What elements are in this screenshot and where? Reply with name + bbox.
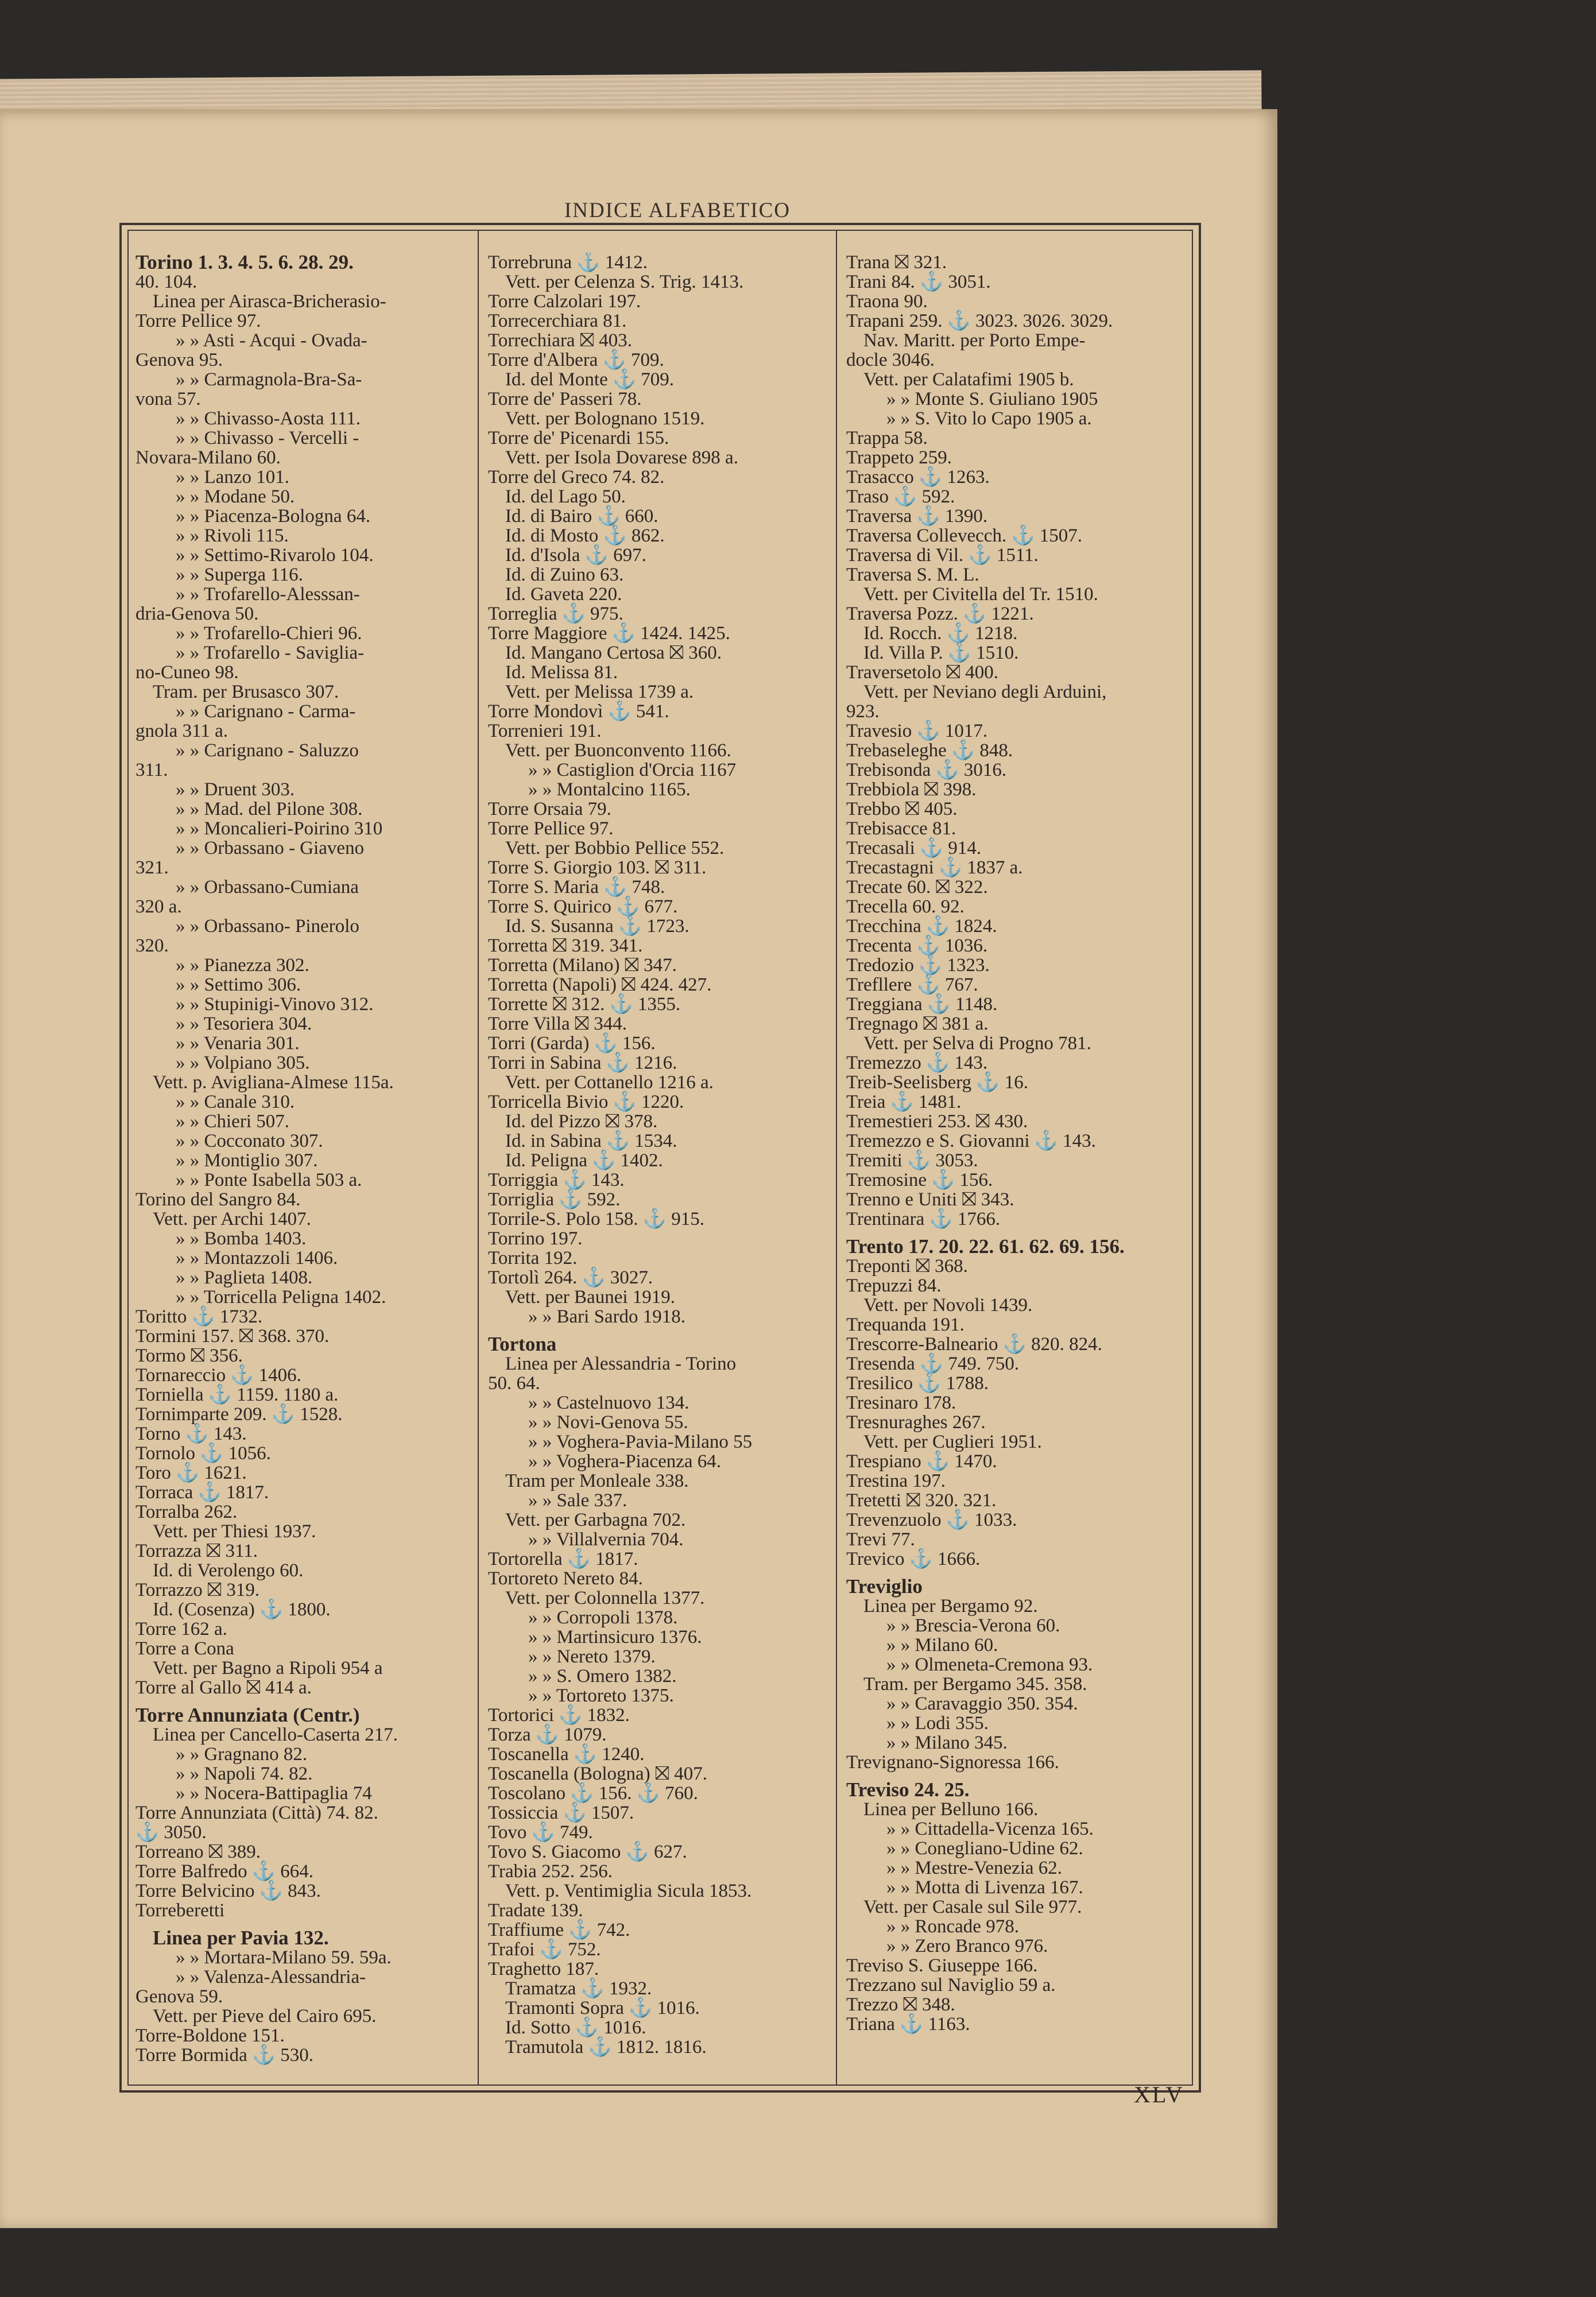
index-entry: » » Olmeneta-Cremona 93. [886,1654,1093,1675]
index-entry: Treviso 24. 25. [846,1778,970,1801]
index-entry: Linea per Bergamo 92. [863,1596,1038,1617]
index-entry: Trezzo ⛝ 348. [846,1994,955,2015]
index-entry: 311. [135,760,168,780]
index-entry: » » Trofarello-Chieri 96. [176,623,362,644]
index-entry: Tregnago ⛝ 381 a. [846,1014,989,1034]
index-entry: Torrebruna ⚓ 1412. [488,253,648,273]
index-entry: Trecasali ⚓ 914. [846,838,982,859]
index-entry: Trecastagni ⚓ 1837 a. [846,857,1023,878]
index-entry: docle 3046. [846,350,935,370]
index-entry: Tredozio ⚓ 1323. [846,955,990,976]
index-entry: Torre S. Maria ⚓ 748. [488,877,665,898]
index-entry: Trasacco ⚓ 1263. [846,467,990,488]
index-entry: » » Lodi 355. [886,1713,989,1734]
index-entry: Vett. per Calatafimi 1905 b. [863,369,1074,390]
index-entry: Triana ⚓ 1163. [846,2014,970,2035]
index-entry: Toscanella ⚓ 1240. [488,1744,645,1765]
index-entry: Nav. Maritt. per Porto Empe- [863,330,1086,351]
index-entry: Torreglia ⚓ 975. [488,604,623,624]
index-entry: Vett. per Bolognano 1519. [505,408,705,429]
index-entry: » » Monte S. Giuliano 1905 [886,389,1098,409]
index-entry: » » Pianezza 302. [176,955,309,976]
index-entry: Tradate 139. [488,1900,583,1921]
index-entry: Treib-Seelisberg ⚓ 16. [846,1072,1028,1093]
index-entry: Torralba 262. [135,1502,238,1522]
index-entry: » » Voghera-Pavia-Milano 55 [528,1432,753,1452]
index-entry: Trecenta ⚓ 1036. [846,935,988,956]
index-entry: Torre de' Picenardi 155. [488,428,669,448]
index-entry: » » S. Omero 1382. [528,1666,677,1687]
index-entry: Traso ⚓ 592. [846,486,955,507]
index-entry: » » Voghera-Piacenza 64. [528,1451,722,1472]
index-entry: Torre de' Passeri 78. [488,389,642,409]
index-entry: Trebisonda ⚓ 3016. [846,760,1007,780]
index-entry: » » Carmagnola-Bra-Sa- [176,369,362,390]
index-entry: Trevico ⚓ 1666. [846,1549,981,1569]
index-entry: Tornareccio ⚓ 1406. [135,1365,301,1386]
index-entry: » » Novi-Genova 55. [528,1412,688,1433]
index-entry: Id. di Verolengo 60. [153,1560,304,1581]
index-entry: Torrino 197. [488,1228,583,1249]
index-entry: Trappa 58. [846,428,928,448]
index-entry: » » Orbassano - Giaveno [176,838,365,859]
index-entry: » » Tortoreto 1375. [528,1685,674,1706]
index-entry: Vett. per Pieve del Cairo 695. [153,2006,377,2027]
index-entry: Torraca ⚓ 1817. [135,1482,269,1503]
index-entry: Id. d'Isola ⚓ 697. [505,545,646,566]
index-entry: Trecella 60. 92. [846,896,964,917]
index-entry: Trafoi ⚓ 752. [488,1939,601,1960]
index-entry: Torretta (Napoli) ⛝ 424. 427. [488,975,712,995]
index-entry: Linea per Pavia 132. [153,1927,329,1949]
index-entry: Travesio ⚓ 1017. [846,721,988,741]
index-entry: Toro ⚓ 1621. [135,1463,247,1483]
index-entry: Tornimparte 209. ⚓ 1528. [135,1404,343,1425]
index-entry: Torino 1. 3. 4. 5. 6. 28. 29. [135,253,354,273]
index-entry: Trentinara ⚓ 1766. [846,1209,1001,1229]
index-entry: Tormini 157. ⛝ 368. 370. [135,1326,330,1347]
index-entry: Trecchina ⚓ 1824. [846,916,997,937]
index-entry: Tramutola ⚓ 1812. 1816. [505,2037,707,2058]
index-entry: Tormo ⛝ 356. [135,1345,243,1366]
index-entry: » » Martinsicuro 1376. [528,1627,702,1648]
index-entry: Traona 90. [846,291,928,312]
index-entry: Traversa ⚓ 1390. [846,506,988,527]
index-entry: Linea per Belluno 166. [863,1799,1039,1820]
index-entry: Tortolì 264. ⚓ 3027. [488,1267,653,1288]
index-entry: Treia ⚓ 1481. [846,1092,962,1112]
index-entry: Trevignano-Signoressa 166. [846,1752,1059,1773]
index-entry: Trebbo ⛝ 405. [846,799,958,819]
index-entry: Trestina 197. [846,1471,946,1491]
index-entry: Torre Mondovì ⚓ 541. [488,701,669,722]
index-entry: » » Cittadella-Vicenza 165. [886,1819,1094,1839]
index-entry: Tremezzo ⚓ 143. [846,1053,988,1073]
index-entry: Tremosine ⚓ 156. [846,1170,993,1190]
index-entry: Genova 59. [135,1986,223,2007]
index-entry: » » Settimo 306. [176,975,301,995]
index-entry: 320 a. [135,896,182,917]
index-entry: » » Moncalieri-Poirino 310 [176,818,383,839]
index-entry: Trescorre-Balneario ⚓ 820. 824. [846,1334,1102,1355]
index-entry: » » Caravaggio 350. 354. [886,1693,1078,1714]
index-entry: » » Mad. del Pilone 308. [176,799,363,819]
index-entry: » » Zero Branco 976. [886,1936,1048,1956]
index-entry: Vett. per Buonconvento 1166. [505,740,731,761]
index-entry: » » Modane 50. [176,486,295,507]
index-entry: Trana ⛝ 321. [846,253,947,273]
index-entry: Trecate 60. ⛝ 322. [846,877,988,898]
index-entry: Trezzano sul Naviglio 59 a. [846,1975,1056,1996]
column-separator [478,230,479,2086]
index-entry: Torre S. Giorgio 103. ⛝ 311. [488,857,707,878]
index-entry: Tortorici ⚓ 1832. [488,1705,630,1726]
index-entry: » » Castelnuovo 134. [528,1393,689,1413]
index-entry: vona 57. [135,389,201,409]
index-entry: » » Chieri 507. [176,1111,289,1132]
index-entry: Torre-Boldone 151. [135,2025,285,2046]
index-entry: Toritto ⚓ 1732. [135,1306,263,1327]
index-entry: Vett. per Novoli 1439. [863,1295,1033,1316]
index-entry: Id. Peligna ⚓ 1402. [505,1150,663,1171]
index-entry: no-Cuneo 98. [135,662,239,683]
index-entry: Tortona [488,1333,557,1355]
index-entry: Torza ⚓ 1079. [488,1724,607,1745]
index-entry: Vett. per Civitella del Tr. 1510. [863,584,1098,605]
index-entry: » » Gragnano 82. [176,1744,308,1765]
index-entry: » » S. Vito lo Capo 1905 a. [886,408,1092,429]
index-entry: Id. Sotto ⚓ 1016. [505,2017,646,2038]
index-entry: dria-Genova 50. [135,604,259,624]
index-entry: » » Chivasso - Vercelli - [176,428,359,448]
index-entry: Toscolano ⚓ 156. ⚓ 760. [488,1783,698,1804]
index-entry: Vett. per Cottanello 1216 a. [505,1072,714,1093]
index-entry: » » Nocera-Battipaglia 74 [176,1783,372,1804]
index-entry: » » Nereto 1379. [528,1646,656,1667]
index-entry: » » Napoli 74. 82. [176,1764,313,1784]
index-entry: Vett. per Melissa 1739 a. [505,682,694,702]
index-entry: Toscanella (Bologna) ⛝ 407. [488,1764,708,1784]
index-entry: Tresinaro 178. [846,1393,956,1413]
index-entry: Torniella ⚓ 1159. 1180 a. [135,1385,339,1405]
index-entry: » » Montazzoli 1406. [176,1248,338,1269]
index-entry: Vett. per Garbagna 702. [505,1510,686,1530]
index-entry: » » Castiglion d'Orcia 1167 [528,760,737,780]
index-entry: Torre Balfredo ⚓ 664. [135,1861,314,1882]
index-entry: » » Superga 116. [176,564,303,585]
index-entry: Tresilico ⚓ 1788. [846,1373,989,1394]
index-entry: » » Sale 337. [528,1490,627,1511]
index-entry: Id. S. Susanna ⚓ 1723. [505,916,689,937]
index-entry: Trenno e Uniti ⛝ 343. [846,1189,1014,1210]
index-entry: » » Mortara-Milano 59. 59a. [176,1947,392,1968]
index-column-3 [846,253,1191,2073]
index-entry: Treponti ⛝ 368. [846,1256,968,1277]
index-entry: Torrechiara ⛝ 403. [488,330,632,351]
index-entry: Linea per Airasca-Bricherasio- [153,291,386,312]
index-entry: » » Bomba 1403. [176,1228,307,1249]
index-entry: ⚓ 3050. [135,1822,207,1843]
index-entry: Trebisacce 81. [846,818,956,839]
index-entry: Id. Gaveta 220. [505,584,622,605]
index-entry: Torre Maggiore ⚓ 1424. 1425. [488,623,730,644]
index-entry: » » Tesoriera 304. [176,1014,312,1034]
index-entry: » » Druent 303. [176,779,295,800]
index-entry: Linea per Cancello-Caserta 217. [153,1724,398,1745]
index-entry: Torre 162 a. [135,1619,227,1639]
index-entry: Trevenzuolo ⚓ 1033. [846,1510,1017,1530]
index-entry: gnola 311 a. [135,721,228,741]
index-entry: Linea per Alessandria - Torino [505,1354,737,1374]
index-entry: Trani 84. ⚓ 3051. [846,272,991,292]
index-entry: Torrazzo ⛝ 319. [135,1580,260,1600]
index-entry: Id. di Zuino 63. [505,564,624,585]
index-entry: Torriggia ⚓ 143. [488,1170,625,1190]
index-entry: Torre al Gallo ⛝ 414 a. [135,1677,312,1698]
index-entry: Trebaseleghe ⚓ 848. [846,740,1013,761]
index-entry: Torino del Sangro 84. [135,1189,301,1210]
index-entry: » » Trofarello-Alesssan- [176,584,360,605]
index-entry: Tramatza ⚓ 1932. [505,1978,652,1999]
index-entry: » » Milano 60. [886,1635,998,1656]
index-entry: Torrette ⛝ 312. ⚓ 1355. [488,994,681,1015]
index-entry: Vett. per Thiesi 1937. [153,1521,316,1542]
index-entry: » » Stupinigi-Vinovo 312. [176,994,374,1015]
index-entry: » » Asti - Acqui - Ovada- [176,330,367,351]
index-entry: » » Chivasso-Aosta 111. [176,408,361,429]
index-entry: Tossiccia ⚓ 1507. [488,1803,634,1823]
index-entry: Id. del Monte ⚓ 709. [505,369,675,390]
index-column-1 [135,253,474,2073]
index-entry: Traversetolo ⛝ 400. [846,662,998,683]
index-entry: Id. Melissa 81. [505,662,618,683]
index-entry: Vett. per Baunei 1919. [505,1287,676,1308]
index-entry: » » Settimo-Rivarolo 104. [176,545,374,566]
index-entry: 50. 64. [488,1373,540,1394]
index-entry: Tovo S. Giacomo ⚓ 627. [488,1842,687,1862]
index-entry: Torriglia ⚓ 592. [488,1189,621,1210]
index-entry: Torre d'Albera ⚓ 709. [488,350,664,370]
index-column-2 [488,253,832,2073]
index-entry: » » Rivoli 115. [176,525,289,546]
index-entry: » » Ponte Isabella 503 a. [176,1170,362,1190]
index-entry: » » Milano 345. [886,1733,1008,1753]
index-entry: » » Carignano - Carma- [176,701,356,722]
index-entry: Tram. per Bergamo 345. 358. [863,1674,1087,1695]
index-entry: Trespiano ⚓ 1470. [846,1451,997,1472]
index-entry: Id. del Pizzo ⛝ 378. [505,1111,658,1132]
index-entry: 320. [135,935,169,956]
index-entry: Tramonti Sopra ⚓ 1016. [505,1998,700,2018]
index-entry: » » Orbassano- Pinerolo [176,916,359,937]
index-entry: » » Venaria 301. [176,1033,300,1054]
index-entry: Traghetto 187. [488,1959,599,1979]
index-entry: Tretetti ⛝ 320. 321. [846,1490,997,1511]
index-entry: Tornolo ⚓ 1056. [135,1443,271,1464]
index-entry: Trefllere ⚓ 767. [846,975,978,995]
index-entry: » » Valenza-Alessandria- [176,1967,366,1987]
index-entry: Torre S. Quirico ⚓ 677. [488,896,678,917]
index-entry: Id. Rocch. ⚓ 1218. [863,623,1018,644]
index-entry: Tovo ⚓ 749. [488,1822,593,1843]
index-entry: Torre Belvicino ⚓ 843. [135,1881,321,1901]
index-entry: Torri (Garda) ⚓ 156. [488,1033,656,1054]
index-entry: Trabia 252. 256. [488,1861,613,1882]
index-entry: Vett. per Casale sul Sile 977. [863,1897,1082,1917]
index-entry: Vett. per Bobbio Pellice 552. [505,838,725,859]
index-entry: Torreberetti [135,1900,225,1921]
page-header: INDICE ALFABETICO [564,199,791,222]
index-entry: Torre del Greco 74. 82. [488,467,665,488]
index-entry: Tortorella ⚓ 1817. [488,1549,638,1569]
index-entry: Vett. per Neviano degli Arduini, [863,682,1107,702]
index-entry: Torre Pellice 97. [488,818,614,839]
index-entry: Torre Annunziata (Centr.) [135,1704,360,1726]
index-entry: Tresnuraghes 267. [846,1412,986,1433]
index-entry: Torre Orsaia 79. [488,799,611,819]
index-entry: Torri in Sabina ⚓ 1216. [488,1053,677,1073]
index-entry: Tortoreto Nereto 84. [488,1568,643,1589]
index-entry: Torrita 192. [488,1248,578,1269]
index-entry: 40. 104. [135,272,197,292]
index-entry: Torre a Cona [135,1638,234,1659]
index-entry: » » Cocconato 307. [176,1131,323,1151]
index-entry: Vett. p. Avigliana-Almese 115a. [153,1072,394,1093]
index-entry: Trevi 77. [846,1529,915,1550]
index-entry: » » Piacenza-Bologna 64. [176,506,371,527]
column-separator [836,230,837,2086]
index-entry: » » Brescia-Verona 60. [886,1615,1060,1636]
index-entry: Torre Bormida ⚓ 530. [135,2045,314,2066]
index-entry: Torre Annunziata (Città) 74. 82. [135,1803,378,1823]
index-entry: Torrecerchiara 81. [488,311,627,331]
index-entry: 321. [135,857,169,878]
index-entry: » » Torricella Peligna 1402. [176,1287,386,1308]
index-entry: » » Carignano - Saluzzo [176,740,359,761]
index-entry: » » Corropoli 1378. [528,1607,678,1628]
index-entry: Vett. per Selva di Progno 781. [863,1033,1091,1054]
index-entry: Trapani 259. ⚓ 3023. 3026. 3029. [846,311,1113,331]
index-entry: Id. del Lago 50. [505,486,626,507]
index-entry: Traversa Pozz. ⚓ 1221. [846,604,1034,624]
index-entry: Torrazza ⛝ 311. [135,1541,258,1561]
index-entry: Id. di Bairo ⚓ 660. [505,506,658,527]
index-entry: Torricella Bivio ⚓ 1220. [488,1092,684,1112]
index-entry: Tresenda ⚓ 749. 750. [846,1354,1020,1374]
index-entry: Id. Mangano Certosa ⛝ 360. [505,643,722,663]
index-entry: » » Montiglio 307. [176,1150,318,1171]
index-entry: Traversa di Vil. ⚓ 1511. [846,545,1039,566]
index-entry: Treviglio [846,1575,923,1598]
index-entry: Vett. per Celenza S. Trig. 1413. [505,272,744,292]
index-entry: Vett. p. Ventimiglia Sicula 1853. [505,1881,752,1901]
index-entry: Vett. per Cuglieri 1951. [863,1432,1042,1452]
index-entry: Treggiana ⚓ 1148. [846,994,998,1015]
index-entry: 923. [846,701,880,722]
index-entry: Tram per Monleale 338. [505,1471,689,1491]
index-entry: » » Trofarello - Saviglia- [176,643,365,663]
index-entry: Treviso S. Giuseppe 166. [846,1955,1038,1976]
index-entry: Torretta ⛝ 319. 341. [488,935,643,956]
index-entry: Torrile-S. Polo 158. ⚓ 915. [488,1209,705,1229]
index-entry: » » Montalcino 1165. [528,779,691,800]
index-entry: Tremiti ⚓ 3053. [846,1150,978,1171]
index-entry: Traversa S. M. L. [846,564,979,585]
index-entry: Vett. per Archi 1407. [153,1209,311,1229]
index-entry: » » Conegliano-Udine 62. [886,1838,1083,1859]
index-entry: » » Paglieta 1408. [176,1267,313,1288]
index-entry: Trebbiola ⛝ 398. [846,779,977,800]
index-entry: » » Mestre-Venezia 62. [886,1858,1063,1878]
index-entry: Trequanda 191. [846,1314,964,1335]
index-entry: Torreano ⛝ 389. [135,1842,261,1862]
index-entry: Trepuzzi 84. [846,1275,942,1296]
index-entry: Id. in Sabina ⚓ 1534. [505,1131,677,1151]
index-entry: Id. Villa P. ⚓ 1510. [863,643,1019,663]
index-entry: Genova 95. [135,350,223,370]
index-entry: Vett. per Bagno a Ripoli 954 a [153,1658,383,1679]
index-entry: Id. (Cosenza) ⚓ 1800. [153,1599,331,1620]
index-entry: » » Lanzo 101. [176,467,289,488]
index-entry: Vett. per Isola Dovarese 898 a. [505,447,738,468]
index-entry: Torrenieri 191. [488,721,602,741]
page-number: XLV [1134,2082,1184,2107]
index-entry: Traversa Collevecch. ⚓ 1507. [846,525,1083,546]
index-entry: Torno ⚓ 143. [135,1424,247,1444]
index-entry: Torretta (Milano) ⛝ 347. [488,955,677,976]
index-entry: Tremestieri 253. ⛝ 430. [846,1111,1028,1132]
index-entry: » » Motta di Livenza 167. [886,1877,1083,1898]
index-entry: » » Bari Sardo 1918. [528,1306,686,1327]
index-entry: Tram. per Brusasco 307. [153,682,339,702]
index-entry: » » Orbassano-Cumiana [176,877,359,898]
index-entry: » » Canale 310. [176,1092,295,1112]
index-entry: » » Roncade 978. [886,1916,1019,1937]
index-entry: Torre Villa ⛝ 344. [488,1014,627,1034]
index-entry: » » Villalvernia 704. [528,1529,684,1550]
index-entry: Tremezzo e S. Giovanni ⚓ 143. [846,1131,1096,1151]
index-entry: Trappeto 259. [846,447,952,468]
index-entry: Id. di Mosto ⚓ 862. [505,525,665,546]
index-entry: Trento 17. 20. 22. 61. 62. 69. 156. [846,1235,1125,1258]
index-entry: Traffiume ⚓ 742. [488,1920,630,1940]
index-entry: Vett. per Colonnella 1377. [505,1588,705,1608]
index-entry: Novara-Milano 60. [135,447,281,468]
index-entry: Torre Calzolari 197. [488,291,641,312]
index-entry: Torre Pellice 97. [135,311,261,331]
index-entry: » » Volpiano 305. [176,1053,310,1073]
